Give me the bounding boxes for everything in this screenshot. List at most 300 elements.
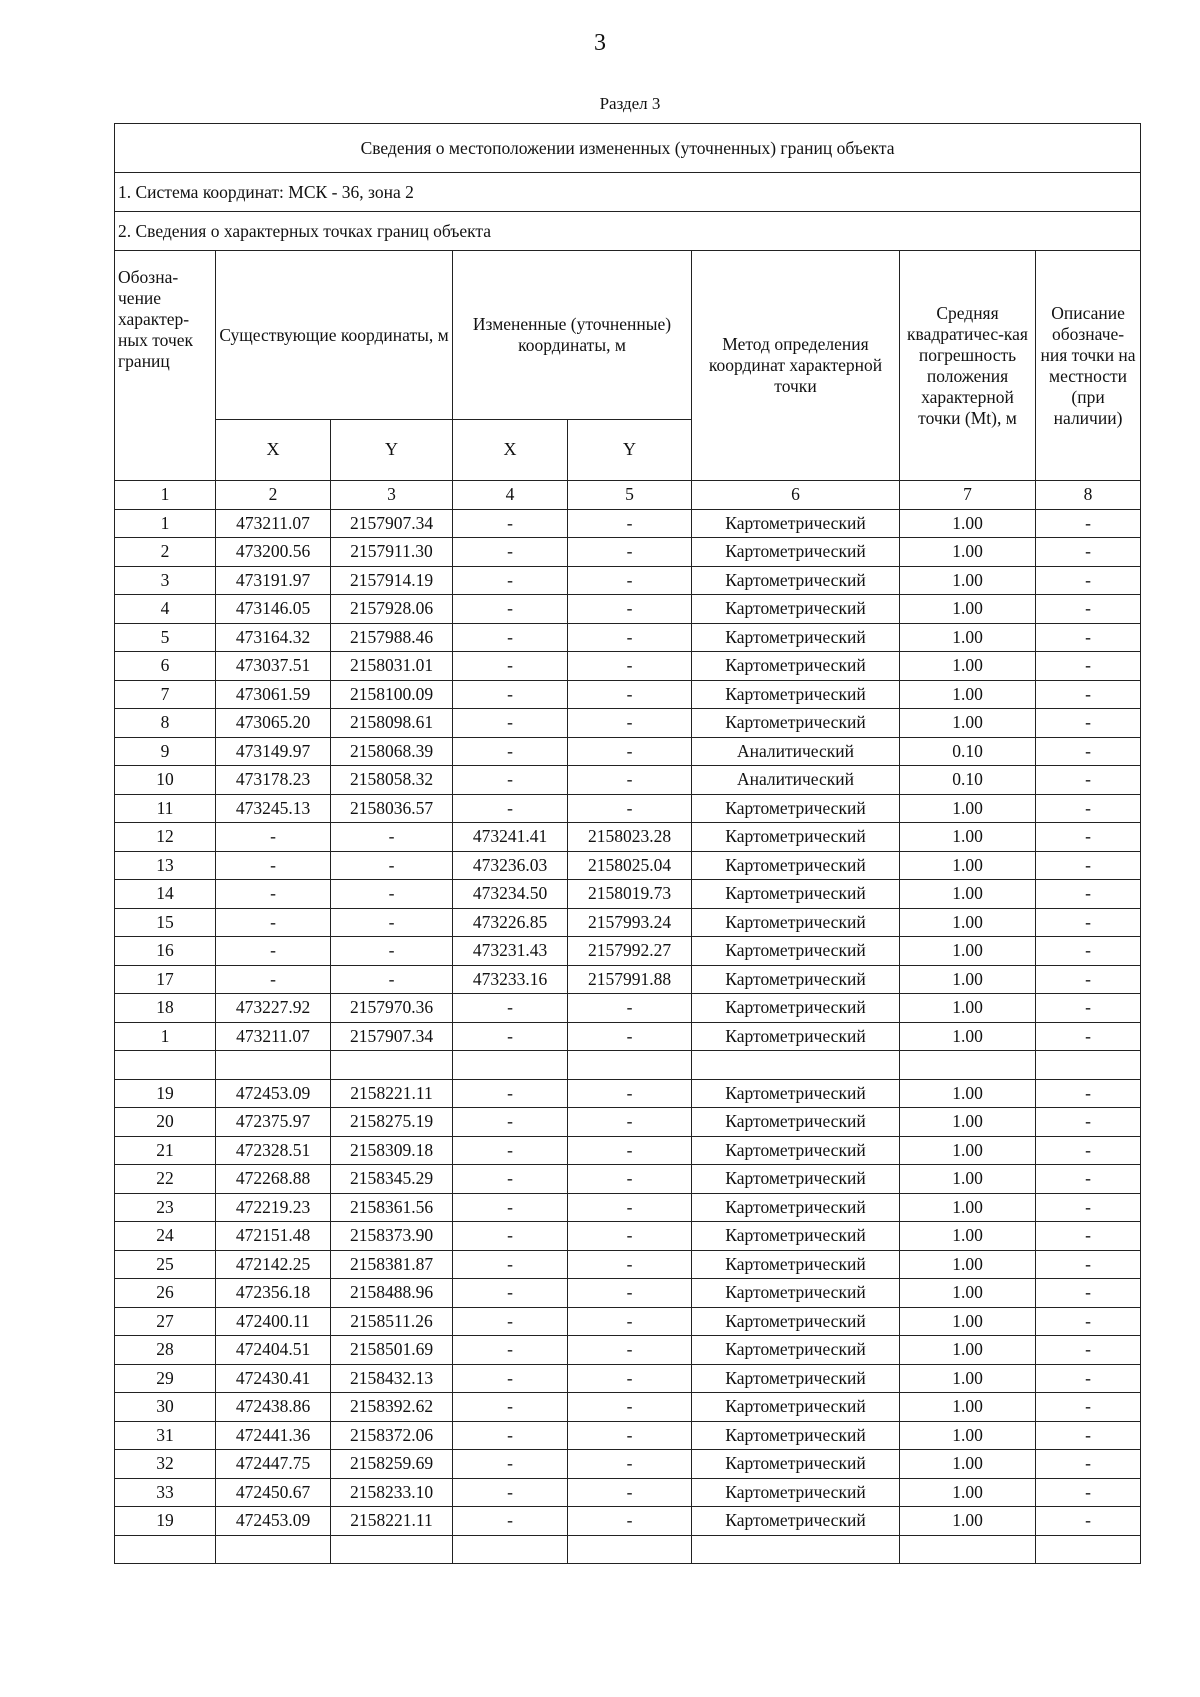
existing-y-cell: 2158221.11 — [331, 1079, 453, 1108]
method-cell: Картометрический — [692, 1393, 900, 1422]
column-number-row — [115, 481, 1141, 510]
description-cell: - — [1036, 1222, 1141, 1251]
table-row — [115, 1507, 1141, 1536]
header-changed-y: Y — [568, 420, 692, 481]
changed-y-cell: - — [568, 1193, 692, 1222]
point-number-cell: 14 — [115, 880, 216, 909]
existing-x-cell: 472404.51 — [216, 1336, 331, 1365]
table-row — [115, 1307, 1141, 1336]
description-cell: - — [1036, 851, 1141, 880]
method-cell: Картометрический — [692, 509, 900, 538]
table-row — [115, 509, 1141, 538]
existing-y-cell: 2158373.90 — [331, 1222, 453, 1251]
table-row — [115, 1535, 1141, 1564]
existing-x-cell: 473065.20 — [216, 709, 331, 738]
description-cell: - — [1036, 709, 1141, 738]
existing-y-cell: 2158372.06 — [331, 1421, 453, 1450]
table-row — [115, 1222, 1141, 1251]
changed-y-cell: 2158025.04 — [568, 851, 692, 880]
table-row — [115, 823, 1141, 852]
changed-x-cell: - — [453, 1079, 568, 1108]
existing-x-cell: 472375.97 — [216, 1108, 331, 1137]
table-row — [115, 937, 1141, 966]
description-cell: - — [1036, 1193, 1141, 1222]
header-existing-coords: Существующие координаты, м — [216, 251, 453, 420]
changed-x-cell: - — [453, 1136, 568, 1165]
existing-y-cell: 2158068.39 — [331, 737, 453, 766]
description-cell: - — [1036, 1279, 1141, 1308]
method-cell: Картометрический — [692, 652, 900, 681]
description-cell: - — [1036, 509, 1141, 538]
existing-x-cell — [216, 1535, 331, 1564]
changed-x-cell: 473241.41 — [453, 823, 568, 852]
error-mt-cell: 1.00 — [900, 880, 1036, 909]
description-cell: - — [1036, 1307, 1141, 1336]
changed-x-cell: - — [453, 709, 568, 738]
error-mt-cell: 0.10 — [900, 766, 1036, 795]
description-cell: - — [1036, 823, 1141, 852]
changed-y-cell: - — [568, 1450, 692, 1479]
method-cell: Аналитический — [692, 737, 900, 766]
point-number-cell: 2 — [115, 538, 216, 567]
method-cell: Картометрический — [692, 680, 900, 709]
changed-x-cell: - — [453, 1279, 568, 1308]
existing-y-cell: 2158036.57 — [331, 794, 453, 823]
description-cell: - — [1036, 1478, 1141, 1507]
point-number-cell: 21 — [115, 1136, 216, 1165]
point-number-cell: 24 — [115, 1222, 216, 1251]
point-number-cell: 19 — [115, 1507, 216, 1536]
existing-y-cell: 2158031.01 — [331, 652, 453, 681]
existing-y-cell: - — [331, 908, 453, 937]
changed-x-cell: - — [453, 1165, 568, 1194]
error-mt-cell: 1.00 — [900, 1279, 1036, 1308]
description-cell: - — [1036, 1393, 1141, 1422]
existing-y-cell: 2157928.06 — [331, 595, 453, 624]
error-mt-cell: 1.00 — [900, 709, 1036, 738]
existing-y-cell — [331, 1535, 453, 1564]
table-row — [115, 1108, 1141, 1137]
table-row — [115, 680, 1141, 709]
header-changed-x: X — [453, 420, 568, 481]
changed-y-cell: - — [568, 994, 692, 1023]
existing-y-cell: - — [331, 851, 453, 880]
existing-y-cell: 2158381.87 — [331, 1250, 453, 1279]
existing-y-cell: 2158501.69 — [331, 1336, 453, 1365]
existing-y-cell: 2158488.96 — [331, 1279, 453, 1308]
changed-x-cell: - — [453, 566, 568, 595]
existing-y-cell: - — [331, 823, 453, 852]
existing-x-cell: 473200.56 — [216, 538, 331, 567]
existing-x-cell: 472328.51 — [216, 1136, 331, 1165]
changed-y-cell: - — [568, 1279, 692, 1308]
description-cell: - — [1036, 1079, 1141, 1108]
point-number-cell: 27 — [115, 1307, 216, 1336]
changed-x-cell: - — [453, 1450, 568, 1479]
description-cell: - — [1036, 680, 1141, 709]
method-cell: Картометрический — [692, 623, 900, 652]
error-mt-cell: 1.00 — [900, 937, 1036, 966]
existing-y-cell: 2157907.34 — [331, 509, 453, 538]
table-row — [115, 538, 1141, 567]
method-cell: Картометрический — [692, 1250, 900, 1279]
existing-x-cell: - — [216, 851, 331, 880]
existing-x-cell: 472450.67 — [216, 1478, 331, 1507]
existing-x-cell: 473191.97 — [216, 566, 331, 595]
existing-y-cell: 2157988.46 — [331, 623, 453, 652]
existing-x-cell: 473037.51 — [216, 652, 331, 681]
point-number-cell: 28 — [115, 1336, 216, 1365]
point-number-cell: 18 — [115, 994, 216, 1023]
method-cell: Картометрический — [692, 851, 900, 880]
error-mt-cell: 1.00 — [900, 1450, 1036, 1479]
table-row — [115, 1478, 1141, 1507]
table-title: Сведения о местоположении измененных (уточненных) границ объекта — [115, 124, 1141, 173]
section-label: Раздел 3 — [599, 94, 661, 113]
changed-x-cell: - — [453, 1364, 568, 1393]
table-row — [115, 880, 1141, 909]
changed-y-cell: - — [568, 1507, 692, 1536]
method-cell: Картометрический — [692, 1022, 900, 1051]
error-mt-cell: 1.00 — [900, 1307, 1036, 1336]
changed-y-cell: - — [568, 709, 692, 738]
description-cell: - — [1036, 652, 1141, 681]
description-cell: - — [1036, 1421, 1141, 1450]
error-mt-cell: 0.10 — [900, 737, 1036, 766]
method-cell: Картометрический — [692, 823, 900, 852]
method-cell: Картометрический — [692, 1507, 900, 1536]
table-body — [115, 509, 1141, 1564]
existing-x-cell: 472438.86 — [216, 1393, 331, 1422]
existing-y-cell: 2158259.69 — [331, 1450, 453, 1479]
point-number-cell: 33 — [115, 1478, 216, 1507]
table-row — [115, 1393, 1141, 1422]
point-number-cell: 26 — [115, 1279, 216, 1308]
page-number: 3 — [594, 30, 606, 56]
changed-x-cell: - — [453, 538, 568, 567]
changed-x-cell: - — [453, 1108, 568, 1137]
description-cell: - — [1036, 566, 1141, 595]
column-number: 6 — [692, 481, 900, 510]
existing-y-cell: 2158058.32 — [331, 766, 453, 795]
existing-x-cell: 472453.09 — [216, 1507, 331, 1536]
point-number-cell: 6 — [115, 652, 216, 681]
error-mt-cell: 1.00 — [900, 1222, 1036, 1251]
method-cell: Аналитический — [692, 766, 900, 795]
existing-y-cell — [331, 1051, 453, 1080]
existing-x-cell: - — [216, 823, 331, 852]
table-row — [115, 652, 1141, 681]
method-cell: Картометрический — [692, 1307, 900, 1336]
error-mt-cell: 1.00 — [900, 1193, 1036, 1222]
point-number-cell: 31 — [115, 1421, 216, 1450]
existing-y-cell: 2158098.61 — [331, 709, 453, 738]
error-mt-cell: 1.00 — [900, 823, 1036, 852]
table-row — [115, 1421, 1141, 1450]
description-cell: - — [1036, 1364, 1141, 1393]
existing-x-cell: 473211.07 — [216, 509, 331, 538]
existing-y-cell: 2158511.26 — [331, 1307, 453, 1336]
changed-y-cell: - — [568, 794, 692, 823]
point-number-cell: 9 — [115, 737, 216, 766]
table-row — [115, 908, 1141, 937]
changed-y-cell: - — [568, 566, 692, 595]
existing-x-cell: 473211.07 — [216, 1022, 331, 1051]
method-cell: Картометрический — [692, 794, 900, 823]
header-method: Метод определения координат характерной точки — [692, 251, 900, 481]
existing-y-cell: 2158275.19 — [331, 1108, 453, 1137]
column-number: 8 — [1036, 481, 1141, 510]
method-cell: Картометрический — [692, 965, 900, 994]
changed-y-cell: - — [568, 623, 692, 652]
header-existing-y: Y — [331, 420, 453, 481]
description-cell — [1036, 1051, 1141, 1080]
existing-x-cell: 473146.05 — [216, 595, 331, 624]
error-mt-cell: 1.00 — [900, 1364, 1036, 1393]
description-cell — [1036, 1535, 1141, 1564]
changed-x-cell: - — [453, 1222, 568, 1251]
existing-x-cell: 472430.41 — [216, 1364, 331, 1393]
table-row — [115, 1450, 1141, 1479]
description-cell: - — [1036, 965, 1141, 994]
header-existing-x: X — [216, 420, 331, 481]
description-cell: - — [1036, 1108, 1141, 1137]
existing-y-cell: 2158392.62 — [331, 1393, 453, 1422]
error-mt-cell: 1.00 — [900, 1421, 1036, 1450]
method-cell — [692, 1535, 900, 1564]
description-cell: - — [1036, 538, 1141, 567]
description-cell: - — [1036, 937, 1141, 966]
table-row — [115, 1165, 1141, 1194]
existing-x-cell: 472400.11 — [216, 1307, 331, 1336]
method-cell: Картометрический — [692, 994, 900, 1023]
changed-x-cell: - — [453, 737, 568, 766]
point-number-cell: 3 — [115, 566, 216, 595]
table-row — [115, 1250, 1141, 1279]
method-cell: Картометрический — [692, 1421, 900, 1450]
table-row — [115, 737, 1141, 766]
description-cell: - — [1036, 1250, 1141, 1279]
description-cell: - — [1036, 737, 1141, 766]
description-cell: - — [1036, 623, 1141, 652]
point-number-cell: 30 — [115, 1393, 216, 1422]
error-mt-cell: 1.00 — [900, 1022, 1036, 1051]
changed-y-cell: - — [568, 766, 692, 795]
column-number: 3 — [331, 481, 453, 510]
method-cell: Картометрический — [692, 1193, 900, 1222]
changed-y-cell: - — [568, 1421, 692, 1450]
error-mt-cell: 1.00 — [900, 566, 1036, 595]
existing-y-cell: 2158309.18 — [331, 1136, 453, 1165]
error-mt-cell: 1.00 — [900, 538, 1036, 567]
table-row — [115, 709, 1141, 738]
method-cell: Картометрический — [692, 1165, 900, 1194]
existing-y-cell: 2158221.11 — [331, 1507, 453, 1536]
point-number-cell: 22 — [115, 1165, 216, 1194]
description-cell: - — [1036, 1507, 1141, 1536]
changed-x-cell: - — [453, 1507, 568, 1536]
changed-y-cell: 2157993.24 — [568, 908, 692, 937]
existing-y-cell: 2158361.56 — [331, 1193, 453, 1222]
table-row — [115, 623, 1141, 652]
method-cell: Картометрический — [692, 709, 900, 738]
existing-y-cell: - — [331, 880, 453, 909]
existing-x-cell: - — [216, 908, 331, 937]
table-row — [115, 766, 1141, 795]
changed-x-cell: - — [453, 994, 568, 1023]
changed-x-cell: 473234.50 — [453, 880, 568, 909]
changed-y-cell: - — [568, 1022, 692, 1051]
method-cell: Картометрический — [692, 880, 900, 909]
changed-x-cell: - — [453, 509, 568, 538]
description-cell: - — [1036, 1022, 1141, 1051]
error-mt-cell: 1.00 — [900, 965, 1036, 994]
existing-x-cell: 472142.25 — [216, 1250, 331, 1279]
method-cell: Картометрический — [692, 566, 900, 595]
changed-x-cell: - — [453, 680, 568, 709]
method-cell: Картометрический — [692, 538, 900, 567]
description-cell: - — [1036, 1450, 1141, 1479]
table-row — [115, 1079, 1141, 1108]
existing-x-cell: 472447.75 — [216, 1450, 331, 1479]
description-cell: - — [1036, 880, 1141, 909]
header-error: Средняя квадратичес-кая погрешность положения характерной точки (Mt), м — [900, 251, 1036, 481]
description-cell: - — [1036, 766, 1141, 795]
changed-y-cell — [568, 1535, 692, 1564]
changed-y-cell: - — [568, 1250, 692, 1279]
changed-x-cell: 473233.16 — [453, 965, 568, 994]
point-number-cell: 15 — [115, 908, 216, 937]
changed-y-cell: - — [568, 652, 692, 681]
existing-x-cell: 472453.09 — [216, 1079, 331, 1108]
description-cell: - — [1036, 1136, 1141, 1165]
existing-y-cell: 2158100.09 — [331, 680, 453, 709]
error-mt-cell: 1.00 — [900, 1336, 1036, 1365]
existing-x-cell: 473245.13 — [216, 794, 331, 823]
error-mt-cell — [900, 1535, 1036, 1564]
changed-y-cell: 2158023.28 — [568, 823, 692, 852]
table-row — [115, 1279, 1141, 1308]
table-row — [115, 595, 1141, 624]
changed-x-cell: - — [453, 1193, 568, 1222]
column-number: 7 — [900, 481, 1036, 510]
method-cell: Картометрический — [692, 1136, 900, 1165]
method-cell: Картометрический — [692, 1364, 900, 1393]
changed-y-cell: - — [568, 509, 692, 538]
existing-y-cell: 2157970.36 — [331, 994, 453, 1023]
error-mt-cell: 1.00 — [900, 652, 1036, 681]
table-row — [115, 1022, 1141, 1051]
existing-y-cell: 2157914.19 — [331, 566, 453, 595]
column-number: 4 — [453, 481, 568, 510]
changed-y-cell: - — [568, 1136, 692, 1165]
error-mt-cell: 1.00 — [900, 851, 1036, 880]
changed-x-cell: - — [453, 794, 568, 823]
description-cell: - — [1036, 908, 1141, 937]
error-mt-cell: 1.00 — [900, 1165, 1036, 1194]
changed-x-cell: - — [453, 652, 568, 681]
column-number: 5 — [568, 481, 692, 510]
method-cell: Картометрический — [692, 1478, 900, 1507]
existing-x-cell: 473178.23 — [216, 766, 331, 795]
error-mt-cell — [900, 1051, 1036, 1080]
changed-y-cell: - — [568, 1079, 692, 1108]
existing-y-cell: - — [331, 937, 453, 966]
point-number-cell: 5 — [115, 623, 216, 652]
method-cell: Картометрический — [692, 937, 900, 966]
changed-x-cell: - — [453, 1336, 568, 1365]
existing-y-cell: 2157911.30 — [331, 538, 453, 567]
method-cell: Картометрический — [692, 1336, 900, 1365]
method-cell: Картометрический — [692, 1108, 900, 1137]
coordinate-system: 1. Система координат: МСК - 36, зона 2 — [115, 173, 1141, 212]
description-cell: - — [1036, 1336, 1141, 1365]
error-mt-cell: 1.00 — [900, 623, 1036, 652]
point-number-cell: 1 — [115, 1022, 216, 1051]
existing-y-cell: 2158233.10 — [331, 1478, 453, 1507]
point-number-cell: 13 — [115, 851, 216, 880]
description-cell: - — [1036, 595, 1141, 624]
table-row — [115, 794, 1141, 823]
existing-x-cell: 473149.97 — [216, 737, 331, 766]
changed-y-cell: - — [568, 1478, 692, 1507]
point-number-cell: 19 — [115, 1079, 216, 1108]
changed-x-cell: - — [453, 623, 568, 652]
points-section-header: 2. Сведения о характерных точках границ объекта — [115, 212, 1141, 251]
point-number-cell: 25 — [115, 1250, 216, 1279]
header-designation: Обозна-чение характер-ных точек границ — [115, 251, 216, 481]
method-cell: Картометрический — [692, 1450, 900, 1479]
changed-x-cell: - — [453, 1022, 568, 1051]
error-mt-cell: 1.00 — [900, 994, 1036, 1023]
changed-x-cell — [453, 1535, 568, 1564]
existing-x-cell: 472151.48 — [216, 1222, 331, 1251]
point-number-cell: 17 — [115, 965, 216, 994]
changed-x-cell: 473236.03 — [453, 851, 568, 880]
point-number-cell: 32 — [115, 1450, 216, 1479]
point-number-cell: 23 — [115, 1193, 216, 1222]
existing-y-cell: 2158345.29 — [331, 1165, 453, 1194]
existing-x-cell: - — [216, 965, 331, 994]
error-mt-cell: 1.00 — [900, 680, 1036, 709]
existing-x-cell: 472219.23 — [216, 1193, 331, 1222]
method-cell: Картометрический — [692, 595, 900, 624]
table-row — [115, 851, 1141, 880]
changed-x-cell — [453, 1051, 568, 1080]
error-mt-cell: 1.00 — [900, 794, 1036, 823]
point-number-cell: 16 — [115, 937, 216, 966]
point-number-cell — [115, 1535, 216, 1564]
changed-y-cell: - — [568, 1222, 692, 1251]
method-cell: Картометрический — [692, 1222, 900, 1251]
table-row — [115, 1364, 1141, 1393]
point-number-cell: 20 — [115, 1108, 216, 1137]
changed-y-cell: - — [568, 1108, 692, 1137]
point-number-cell: 7 — [115, 680, 216, 709]
changed-y-cell: - — [568, 1165, 692, 1194]
changed-y-cell — [568, 1051, 692, 1080]
point-number-cell: 1 — [115, 509, 216, 538]
description-cell: - — [1036, 994, 1141, 1023]
error-mt-cell: 1.00 — [900, 509, 1036, 538]
existing-x-cell: 473061.59 — [216, 680, 331, 709]
changed-y-cell: 2157992.27 — [568, 937, 692, 966]
table-row — [115, 566, 1141, 595]
column-number: 2 — [216, 481, 331, 510]
point-number-cell: 12 — [115, 823, 216, 852]
existing-x-cell: 472268.88 — [216, 1165, 331, 1194]
error-mt-cell: 1.00 — [900, 1079, 1036, 1108]
